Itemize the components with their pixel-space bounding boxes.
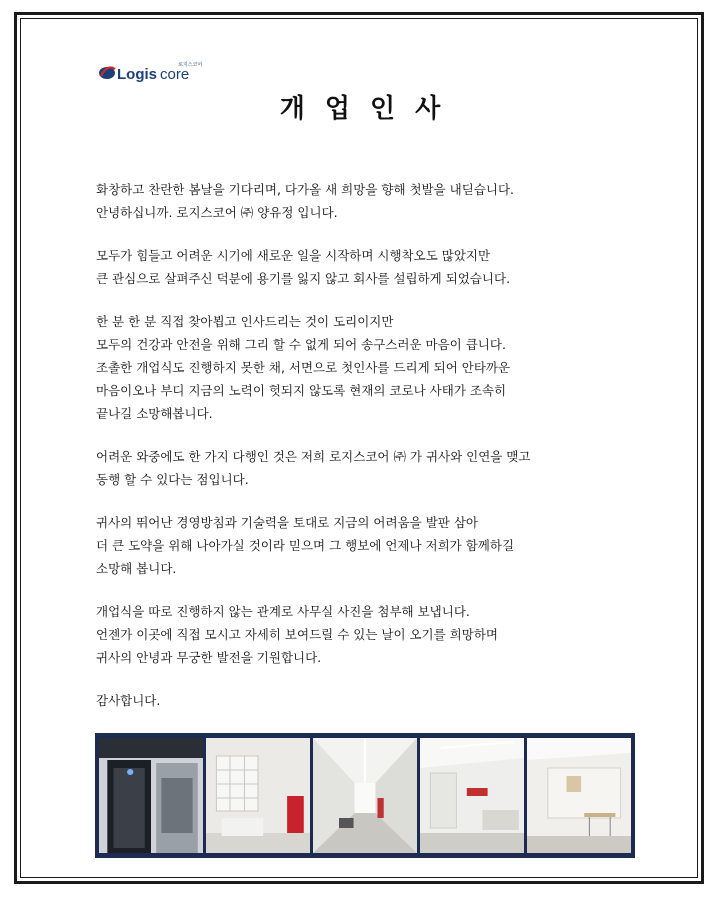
letter-paragraph bbox=[96, 310, 636, 425]
letter-line: 모두의 건강과 안전을 위해 그리 할 수 없게 되어 송구스러운 마음이 큽니다. bbox=[96, 337, 506, 352]
letter-paragraph bbox=[96, 244, 636, 290]
office-meeting-room-photo bbox=[420, 738, 524, 853]
logo-word-left: Logis bbox=[117, 66, 157, 83]
office-corridor-photo bbox=[313, 738, 417, 853]
logo-korean-small: 로지스코어 bbox=[178, 62, 203, 68]
office-photo-strip bbox=[95, 733, 635, 858]
letter-line: 한 분 한 분 직접 찾아뵙고 인사드리는 것이 도리이지만 bbox=[96, 314, 394, 329]
letter-paragraph bbox=[96, 445, 636, 491]
letter-paragraph bbox=[96, 511, 636, 580]
letter-line: 언젠가 이곳에 직접 모시고 자세히 보여드릴 수 있는 날이 오기를 희망하며 bbox=[96, 627, 498, 642]
letter-line: 귀사의 안녕과 무궁한 발전을 기원합니다. bbox=[96, 650, 322, 665]
office-entrance-photo bbox=[99, 738, 203, 853]
logo-word-right: core bbox=[160, 66, 190, 83]
letter-line: 마음이오나 부디 지금의 노력이 헛되지 않도록 현재의 코로나 사태가 조속히 bbox=[96, 383, 507, 398]
office-lounge-photo bbox=[527, 738, 631, 853]
letter-line: 동행 할 수 있다는 점입니다. bbox=[96, 472, 249, 487]
letter-line: 귀사의 뛰어난 경영방침과 기술력을 토대로 지금의 어려움을 발판 삼아 bbox=[96, 515, 478, 530]
company-logo bbox=[98, 58, 210, 84]
letter-line: 소망해 봅니다. bbox=[96, 561, 177, 576]
letter-paragraph bbox=[96, 178, 636, 224]
letter-line: 화창하고 찬란한 봄날을 기다리며, 다가올 새 희망을 향해 첫발을 내딛습니다. bbox=[96, 182, 515, 197]
letter-line: 조촐한 개업식도 진행하지 못한 채, 서면으로 첫인사를 드리게 되어 안타까운 bbox=[96, 360, 511, 375]
letter-paragraph bbox=[96, 689, 636, 712]
page-title: 개업인사 bbox=[279, 94, 461, 124]
letter-line: 어려운 와중에도 한 가지 다행인 것은 저희 로지스코어 ㈜ 가 귀사와 인연을 맺고 bbox=[96, 449, 531, 464]
letter-line: 안녕하십니까. 로지스코어 ㈜ 양유정 입니다. bbox=[96, 205, 338, 220]
letter-paragraph bbox=[96, 600, 636, 669]
letter-line: 끝나길 소망해봅니다. bbox=[96, 406, 213, 421]
letter-line: 감사합니다. bbox=[96, 693, 161, 708]
letter-body bbox=[96, 178, 636, 732]
letter-line: 큰 관심으로 살펴주신 덕분에 용기를 잃지 않고 회사를 설립하게 되었습니다. bbox=[96, 271, 511, 286]
letter-line: 개업식을 따로 진행하지 않는 관계로 사무실 사진을 첨부해 보냅니다. bbox=[96, 604, 470, 619]
letter-line: 더 큰 도약을 위해 나아가실 것이라 믿으며 그 행보에 언제나 저희가 함께하길 bbox=[96, 538, 515, 553]
letter-line: 모두가 힘들고 어려운 시기에 새로운 일을 시작하며 시행착오도 많았지만 bbox=[96, 248, 491, 263]
office-shelves-photo bbox=[206, 738, 310, 853]
